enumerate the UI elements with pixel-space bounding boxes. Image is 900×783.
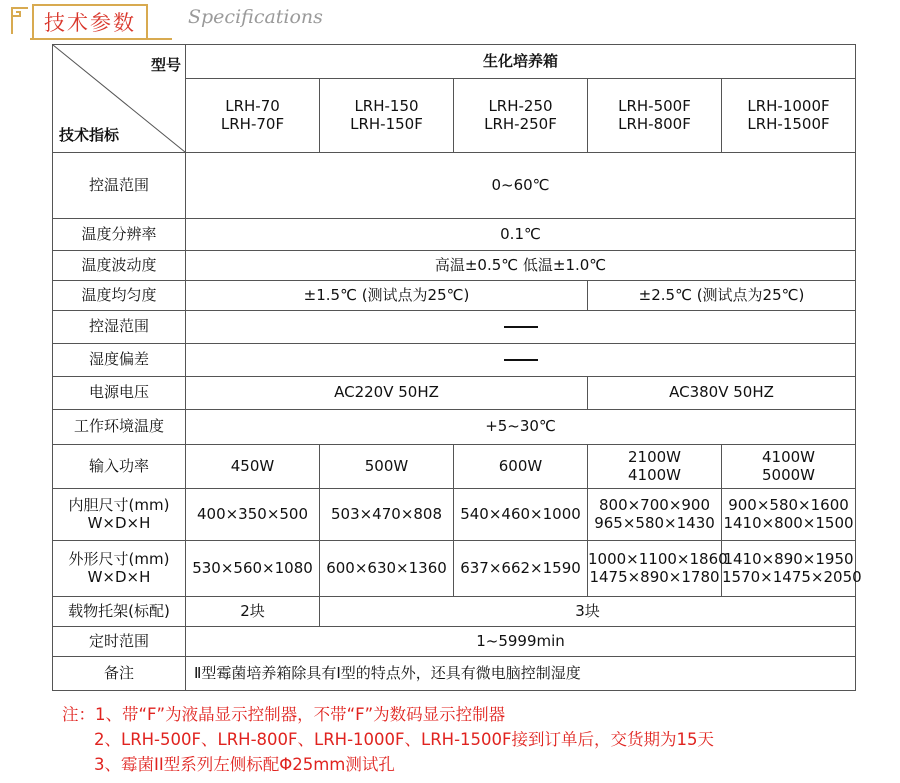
table-row xyxy=(53,377,856,410)
value-cell: ±1.5℃ (测试点为25℃) xyxy=(186,281,588,311)
value-line: 5000W xyxy=(761,465,815,484)
value-cell: 450W xyxy=(186,445,320,489)
remarks-cell: Ⅱ型霉菌培养箱除具有Ⅰ型的特点外，还具有微电脑控制湿度 xyxy=(186,657,856,691)
value-cell: AC380V 50HZ xyxy=(588,377,856,410)
row-label: 温度均匀度 xyxy=(53,281,186,311)
value-cell: 3块 xyxy=(320,597,856,627)
model-name: LRH-250 xyxy=(488,97,553,116)
row-label: 控湿范围 xyxy=(53,311,186,344)
row-label-line: W×D×H xyxy=(87,513,151,532)
value-cell: 637×662×1590 xyxy=(454,541,588,597)
value-cell xyxy=(722,445,856,489)
footnote: 2、LRH-500F、LRH-800F、LRH-1000F、LRH-1500F接到订单后，交货期为15天 xyxy=(94,730,714,749)
model-name: LRH-800F xyxy=(618,114,691,133)
value-cell: 0~60℃ xyxy=(186,153,856,219)
value-line: 900×580×1600 xyxy=(728,496,849,515)
footnotes xyxy=(62,702,714,777)
model-name: LRH-70 xyxy=(225,97,280,116)
value-cell: +5~30℃ xyxy=(186,410,856,445)
value-cell xyxy=(588,489,722,541)
product-name-cell: 生化培养箱 xyxy=(186,45,856,79)
value-cell: 600W xyxy=(454,445,588,489)
value-cell xyxy=(588,541,728,597)
row-label xyxy=(53,489,186,541)
value-cell: ±2.5℃ (测试点为25℃) xyxy=(588,281,856,311)
table-row xyxy=(53,219,856,251)
model-cell xyxy=(454,79,588,153)
table-row xyxy=(53,410,856,445)
value-line: 800×700×900 xyxy=(598,496,711,515)
table-row xyxy=(53,627,856,657)
table-row xyxy=(53,445,856,489)
spec-table xyxy=(52,44,862,691)
model-cell xyxy=(722,79,856,153)
model-name: LRH-500F xyxy=(618,97,691,116)
value-cell: 503×470×808 xyxy=(320,489,454,541)
table-row xyxy=(53,251,856,281)
value-cell xyxy=(722,489,856,541)
footnote: 3、霉菌II型系列左侧标配Φ25mm测试孔 xyxy=(94,755,395,774)
row-label-line: 外形尺寸(mm) xyxy=(68,550,170,569)
value-line: 1570×1475×2050 xyxy=(722,567,862,586)
value-line: 1410×800×1500 xyxy=(723,513,854,532)
value-cell xyxy=(588,445,722,489)
not-applicable-dash xyxy=(504,326,538,328)
row-label: 载物托架(标配) xyxy=(53,597,186,627)
row-label: 控温范围 xyxy=(53,153,186,219)
row-label: 温度波动度 xyxy=(53,251,186,281)
value-cell: AC220V 50HZ xyxy=(186,377,588,410)
row-label: 输入功率 xyxy=(53,445,186,489)
value-cell: 540×460×1000 xyxy=(454,489,588,541)
row-label xyxy=(53,541,186,597)
value-cell xyxy=(186,311,856,344)
value-line: 1000×1100×1860 xyxy=(588,550,728,569)
model-name: LRH-70F xyxy=(220,114,285,133)
value-cell: 2块 xyxy=(186,597,320,627)
model-name: LRH-150F xyxy=(350,114,423,133)
footnote: 注：1、带“F”为液晶显示控制器，不带“F”为数码显示控制器 xyxy=(62,705,506,724)
value-cell xyxy=(186,344,856,377)
value-line: 4100W xyxy=(761,448,815,467)
section-title-box xyxy=(32,4,148,40)
value-line: 4100W xyxy=(627,465,681,484)
table-row xyxy=(53,541,856,597)
value-cell: 1~5999min xyxy=(186,627,856,657)
section-subtitle: Specifications xyxy=(188,6,323,28)
table-row xyxy=(53,344,856,377)
model-name: LRH-1500F xyxy=(747,114,830,133)
row-label: 定时范围 xyxy=(53,627,186,657)
value-cell: 高温±0.5℃ 低温±1.0℃ xyxy=(186,251,856,281)
table-row xyxy=(53,45,856,79)
row-label: 湿度偏差 xyxy=(53,344,186,377)
corner-ornament-icon xyxy=(8,6,30,36)
table-row xyxy=(53,489,856,541)
model-name: LRH-150 xyxy=(354,97,419,116)
value-cell: 500W xyxy=(320,445,454,489)
row-label: 温度分辨率 xyxy=(53,219,186,251)
value-cell: 400×350×500 xyxy=(186,489,320,541)
value-cell: 0.1℃ xyxy=(186,219,856,251)
model-header-label: 型号 xyxy=(150,56,181,74)
value-cell xyxy=(722,541,862,597)
title-underline xyxy=(30,38,172,40)
value-cell: 530×560×1080 xyxy=(186,541,320,597)
row-label: 电源电压 xyxy=(53,377,186,410)
value-line: 2100W xyxy=(627,448,681,467)
section-header xyxy=(0,0,900,42)
value-cell: 600×630×1360 xyxy=(320,541,454,597)
row-label: 工作环境温度 xyxy=(53,410,186,445)
table-row xyxy=(53,597,856,627)
value-line: 965×580×1430 xyxy=(594,513,715,532)
model-name: LRH-1000F xyxy=(747,97,830,116)
row-label-line: 内胆尺寸(mm) xyxy=(68,496,170,515)
section-title: 技术参数 xyxy=(44,11,136,35)
model-cell xyxy=(588,79,722,153)
table-row xyxy=(53,311,856,344)
model-name: LRH-250F xyxy=(484,114,557,133)
value-line: 1410×890×1950 xyxy=(723,550,854,569)
value-line: 1475×890×1780 xyxy=(589,567,720,586)
model-cell xyxy=(320,79,454,153)
table-row xyxy=(53,657,856,691)
not-applicable-dash xyxy=(504,359,538,361)
row-label: 备注 xyxy=(53,657,186,691)
corner-header-cell xyxy=(53,45,186,153)
row-label-line: W×D×H xyxy=(87,567,151,586)
spec-header-label: 技术指标 xyxy=(59,125,120,144)
model-cell xyxy=(186,79,320,153)
table-row xyxy=(53,281,856,311)
table-row xyxy=(53,153,856,219)
